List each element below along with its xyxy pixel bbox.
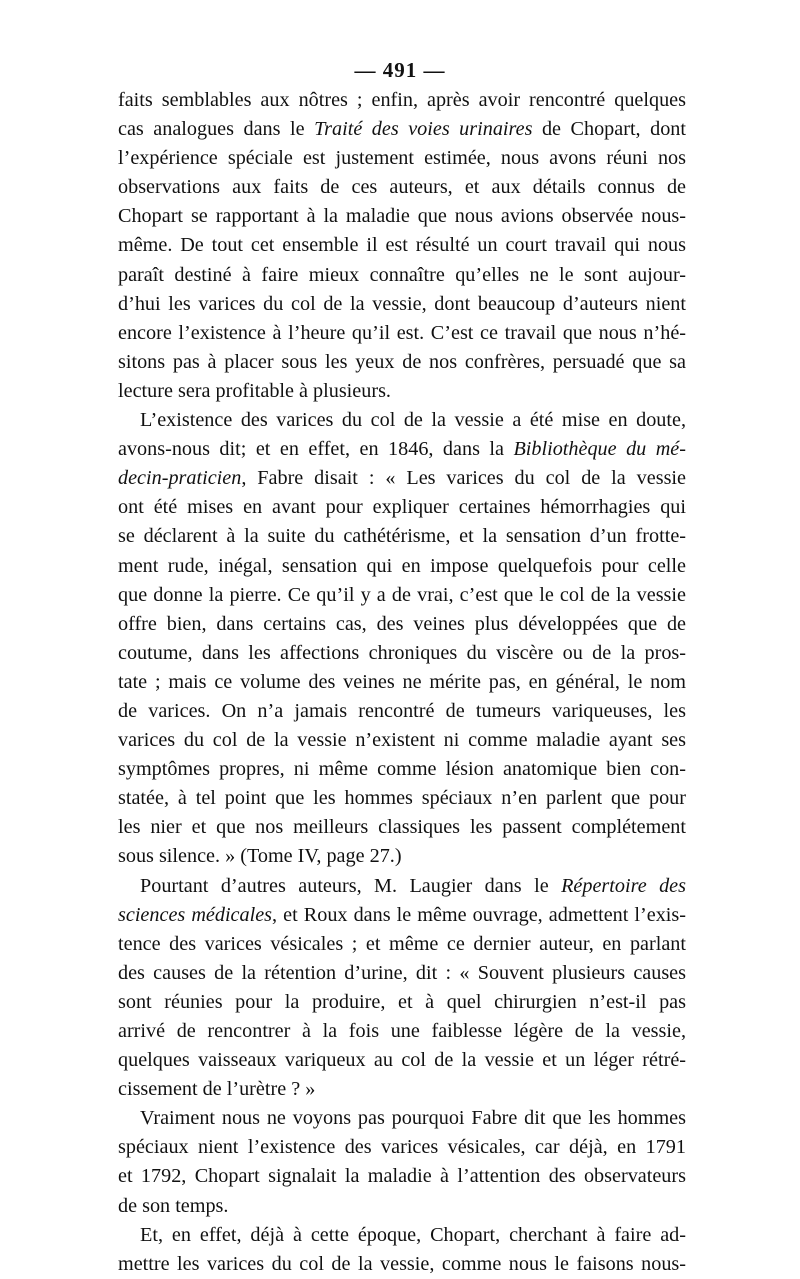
text-line: l’expérience spéciale est justement estimée, nous avons réuni nos [118,147,686,170]
text-line: coutume, dans les affections chroniques du viscère ou de la pros- [118,641,686,664]
text-line: symptômes propres, ni même comme lésion anatomique bien con- [118,758,686,781]
text-line: encore l’existence à l’heure qu’il est. C’est ce travail que nous n’hé- [118,321,686,344]
text-line: paraît destiné à faire mieux connaître qu’elles ne le sont aujour- [118,263,686,286]
text-line: de varices. On n’a jamais rencontré de tumeurs variqueuses, les [118,699,686,722]
text-line: tence des varices vésicales ; et même ce dernier auteur, en parlant [118,932,686,955]
text-line: offre bien, dans certains cas, des veines plus développées que de [118,612,686,635]
text-line: L’existence des varices du col de la vessie a été mise en doute, [140,409,686,432]
text-line: avons-nous dit; et en effet, en 1846, dans la Bibliothèque du mé- [118,438,686,461]
body-text [118,86,686,1279]
text-line: cissement de l’urètre ? » [118,1078,316,1101]
text-line: faits semblables aux nôtres ; enfin, après avoir rencontré quelques [118,89,686,111]
text-line: cas analogues dans le Traité des voies urinaires de Chopart, dont [118,118,686,141]
text-line: que donne la pierre. Ce qu’il y a de vrai, c’est que le col de la vessie [118,583,686,606]
text-line: et 1792, Chopart signalait la maladie à l’attention des observateurs [118,1165,686,1188]
text-line: statée, à tel point que les hommes spéciaux n’en parlent que pour [118,787,686,810]
text-line: ment rude, inégal, sensation qui en impose quelquefois pour celle [118,554,686,577]
text-line: arrivé de rencontrer à la fois une faiblesse légère de la vessie, [118,1020,686,1042]
text-line: même. De tout cet ensemble il est résulté un court travail qui nous [118,234,686,257]
text-line: se déclarent à la suite du cathétérisme, et la sensation d’un frotte- [118,525,686,548]
text-line: observations aux faits de ces auteurs, et aux détails connus de [118,176,686,199]
text-line: lecture sera profitable à plusieurs. [118,379,391,402]
text-line: Et, en effet, déjà à cette époque, Chopart, cherchant à faire ad- [140,1223,686,1246]
text-line: sont réunies pour la produire, et à quel chirurgien n’est-il pas [118,990,686,1013]
text-line: Pourtant d’autres auteurs, M. Laugier dans le Répertoire des [140,874,686,897]
text-line: ont été mises en avant pour expliquer certaines hémorrhagies qui [118,496,686,519]
text-line: sous silence. » (Tome IV, page 27.) [118,845,402,868]
page-number: — 491 — [354,58,446,82]
text-line: d’hui les varices du col de la vessie, dont beaucoup d’auteurs nient [118,292,686,315]
text-line: varices du col de la vessie n’existent ni comme maladie ayant ses [118,729,686,752]
text-line: les nier et que nos meilleurs classiques les passent complétement [118,816,686,839]
text-line: des causes de la rétention d’urine, dit : « Souvent plusieurs causes [118,961,686,984]
text-line: quelques vaisseaux variqueux au col de la vessie et un léger rétré- [118,1049,686,1072]
text-line: spéciaux nient l’existence des varices vésicales, car déjà, en 1791 [118,1136,686,1159]
text-line: sitons pas à placer sous les yeux de nos confrères, persuadé que sa [118,350,686,373]
text-line: mettre les varices du col de la vessie, comme nous le faisons nous- [118,1252,686,1275]
text-line: tate ; mais ce volume des veines ne mérite pas, en général, le nom [118,670,686,693]
text-line: sciences médicales, et Roux dans le même ouvrage, admettent l’exis- [118,903,686,926]
text-line: Chopart se rapportant à la maladie que nous avions observée nous- [118,205,686,228]
text-line: Vraiment nous ne voyons pas pourquoi Fabre dit que les hommes [140,1107,686,1130]
text-line: decin-praticien, Fabre disait : « Les varices du col de la vessie [118,467,686,490]
text-line: de son temps. [118,1194,229,1217]
